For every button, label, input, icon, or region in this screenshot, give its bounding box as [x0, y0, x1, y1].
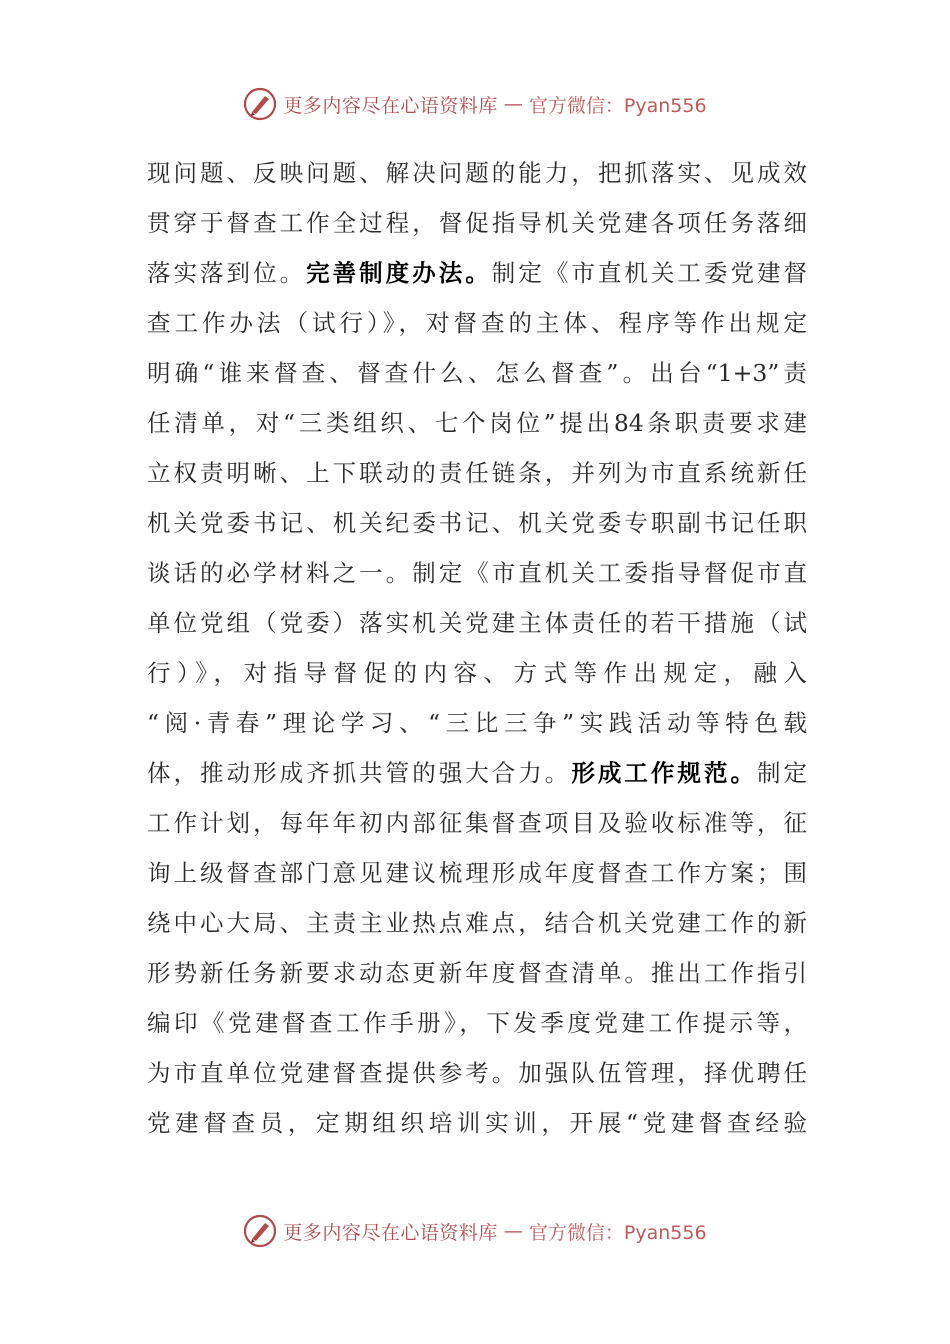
text-line: [147, 798, 807, 848]
watermark-separator: —: [503, 1220, 523, 1242]
bold-heading-text: 形成工作规范。: [571, 759, 757, 787]
body-text-segment: 机关党委书记、机关纪委书记、机关党委专职副书记任职: [147, 509, 807, 537]
body-text-segment: 工作计划，每年年初内部征集督查项目及验收标准等，征: [147, 809, 807, 837]
body-text-segment: 单位党组（党委）落实机关党建主体责任的若干措施（试: [147, 609, 807, 637]
body-text-segment: 绕中心大局、主责主业热点难点，结合机关党建工作的新: [147, 909, 807, 937]
text-line: [147, 498, 807, 548]
text-line: [147, 1048, 807, 1098]
body-text-segment: 制定: [757, 759, 807, 787]
watermark-text: 更多内容尽在心语资料库: [283, 94, 498, 117]
body-text-segment: 询上级督查部门意见建议梳理形成年度督查工作方案；围: [147, 859, 807, 887]
body-text-segment: 体，推动形成齐抓共管的强大合力。: [147, 759, 572, 787]
watermark-contact: 官方微信：Pyan556: [528, 94, 707, 117]
body-text-segment: 立权责明晰、上下联动的责任链条，并列为市直系统新任: [147, 459, 807, 487]
pen-logo-icon: [243, 87, 277, 121]
text-line: [147, 898, 807, 948]
text-line: [147, 298, 807, 348]
text-line: [147, 748, 807, 798]
text-line: [147, 598, 807, 648]
text-line: [147, 698, 807, 748]
text-line: [147, 348, 807, 398]
body-text-segment: 编印《党建督查工作手册》，下发季度党建工作提示等，: [147, 1009, 807, 1037]
text-line: [147, 848, 807, 898]
text-line: [147, 398, 807, 448]
body-text-segment: 查工作办法（试行）》，对督查的主体、程序等作出规定: [147, 309, 807, 337]
body-text-segment: “阅·青春”理论学习、“三比三争”实践活动等特色载: [147, 709, 807, 737]
body-text-segment: 制定《市直机关工委党建督: [491, 259, 807, 287]
body-text-segment: 落实落到位。: [147, 259, 307, 287]
watermark-text: 更多内容尽在心语资料库: [283, 1221, 498, 1244]
body-text-segment: 形势新任务新要求动态更新年度督查清单。推出工作指引: [147, 959, 807, 987]
document-body: [147, 148, 807, 1148]
body-text-segment: 任清单，对“三类组织、七个岗位”提出84条职责要求建: [147, 409, 807, 437]
text-line: [147, 948, 807, 998]
body-text-segment: 党建督查员，定期组织培训实训，开展“党建督查经验: [147, 1109, 807, 1137]
text-line: [147, 998, 807, 1048]
text-line: [147, 198, 807, 248]
body-text-segment: 现问题、反映问题、解决问题的能力，把抓落实、见成效: [147, 159, 807, 187]
bold-heading-text: 完善制度办法。: [306, 259, 492, 287]
body-text-segment: 明确“谁来督查、督查什么、怎么督查”。出台“1+3”责: [147, 359, 807, 387]
header-watermark: [0, 84, 950, 124]
body-text-segment: 谈话的必学材料之一。制定《市直机关工委指导督促市直: [147, 559, 807, 587]
watermark-separator: —: [503, 93, 523, 115]
text-line: [147, 648, 807, 698]
text-line: [147, 248, 807, 298]
body-text-segment: 行）》，对指导督促的内容、方式等作出规定，融入: [147, 659, 807, 687]
footer-watermark: [0, 1211, 950, 1251]
text-line: [147, 548, 807, 598]
watermark-contact: 官方微信：Pyan556: [528, 1221, 707, 1244]
pen-logo-icon: [243, 1214, 277, 1248]
text-line: [147, 148, 807, 198]
body-text-segment: 贯穿于督查工作全过程，督促指导机关党建各项任务落细: [147, 209, 807, 237]
text-line: [147, 1098, 807, 1148]
body-text-segment: 为市直单位党建督查提供参考。加强队伍管理，择优聘任: [147, 1059, 807, 1087]
text-line: [147, 448, 807, 498]
